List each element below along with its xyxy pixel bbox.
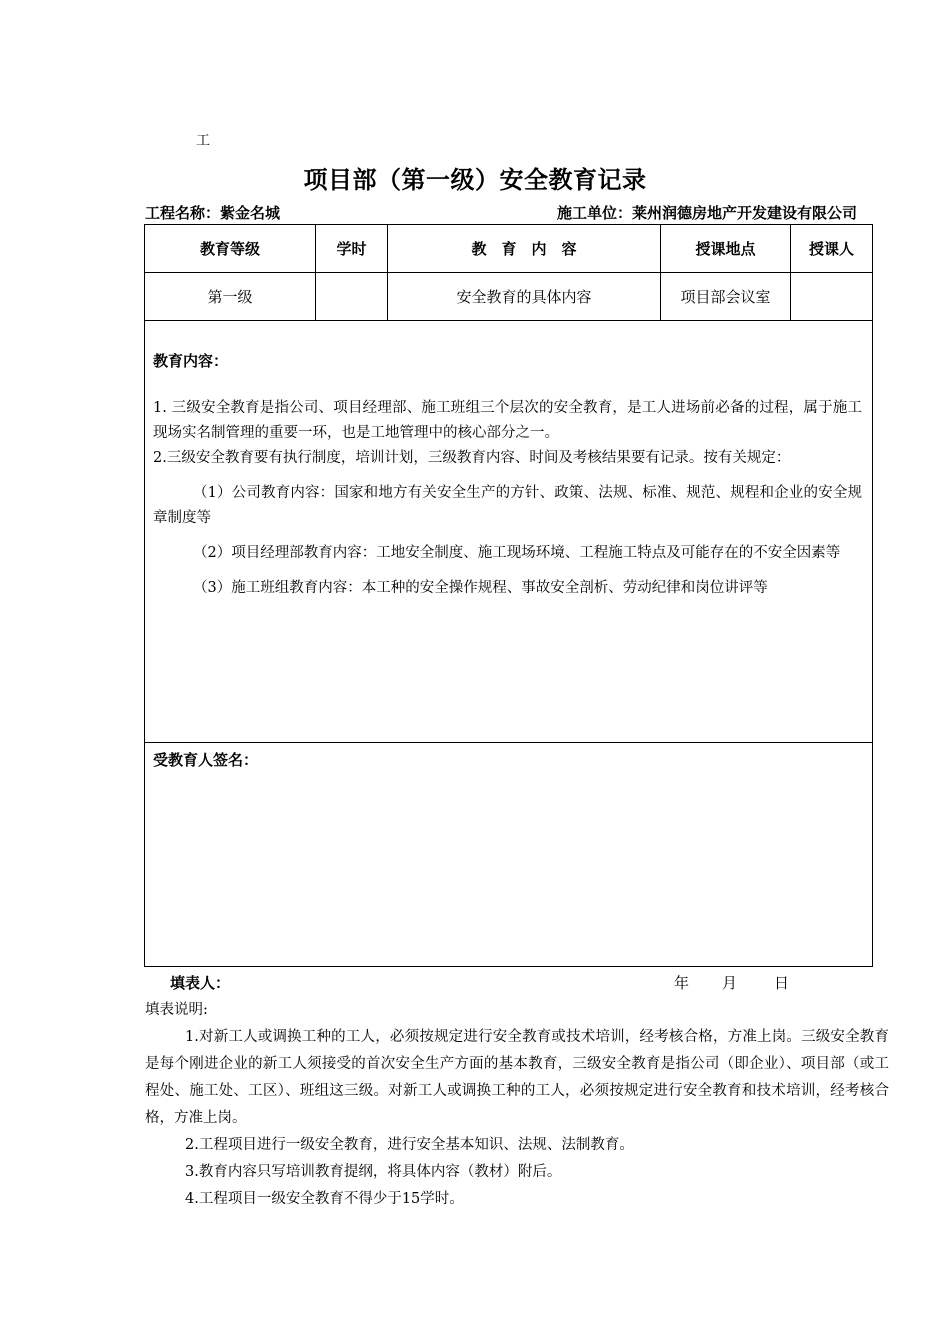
notes-heading: 填表说明: [145, 1002, 208, 1018]
signature-section[interactable] [145, 743, 873, 967]
filler-label: 填表人： [170, 974, 231, 992]
corner-mark: 工 [196, 133, 210, 149]
header-lecturer: 授课人 [791, 225, 873, 273]
note-4: 4.工程项目一级安全教育不得少于15学时。 [185, 1191, 464, 1207]
header-hours: 学时 [316, 225, 388, 273]
note-2: 2.工程项目进行一级安全教育，进行安全基本知识、法规、法制教育。 [185, 1137, 634, 1153]
content-sub-item-2: （2）项目经理部教育内容：工地安全制度、施工现场环境、工程施工特点及可能存在的不安全因素等 [193, 545, 841, 561]
project-name: 工程名称：紫金名城 [145, 204, 281, 222]
content-section-label: 教育内容： [153, 352, 229, 370]
content-paragraph-2: 2.三级安全教育要有执行制度，培训计划，三级教育内容、时间及考核结果要有记录。按有关规定： [153, 450, 791, 466]
cell-lecturer[interactable] [791, 273, 873, 321]
filler-row [170, 972, 800, 994]
content-sub-item-3: （3）施工班组教育内容：本工种的安全操作规程、事故安全剖析、劳动纪律和岗位讲评等 [193, 580, 768, 596]
content-sub-item-1: （1）公司教育内容：国家和地方有关安全生产的方针、政策、法规、标准、规范、规程和企业的安全规章制度等 [153, 485, 862, 526]
content-section [145, 321, 873, 743]
date-month-label: 月 [722, 974, 738, 992]
note-3: 3.教育内容只写培训教育提纲，将具体内容（教材）附后。 [185, 1164, 562, 1180]
note-1: 1.对新工人或调换工种的工人，必须按规定进行安全教育或技术培训，经考核合格，方准上岗。三级安全教育是每个刚进企业的新工人须接受的首次安全生产方面的基本教育，三级安全教育是指公司（即企业）、项目部（或工程处、施工处、工区）、班组这三级。对新工人或调换工种的工人，必须按规定进行安全教育和技术培训，经考核合格，方准上岗。 [145, 1029, 889, 1126]
header-content: 教 育 内 容 [388, 225, 661, 273]
meta-row [145, 202, 857, 224]
filling-notes [145, 997, 889, 1213]
cell-level: 第一级 [145, 273, 316, 321]
table-row [145, 273, 873, 321]
header-level: 教育等级 [145, 225, 316, 273]
table-header-row [145, 225, 873, 273]
education-record-table [144, 224, 873, 967]
cell-location: 项目部会议室 [661, 273, 791, 321]
date-year-label: 年 [674, 974, 690, 992]
date-day-label: 日 [774, 974, 790, 992]
cell-content: 安全教育的具体内容 [388, 273, 661, 321]
document-title: 项目部（第一级）安全教育记录 [303, 166, 647, 194]
header-location: 授课地点 [661, 225, 791, 273]
signature-label: 受教育人签名： [153, 751, 259, 769]
cell-hours[interactable] [316, 273, 388, 321]
content-section-row [145, 321, 873, 743]
contractor-name: 施工单位：莱州润德房地产开发建设有限公司 [556, 204, 857, 222]
signature-row [145, 743, 873, 967]
content-paragraph-1: 1. 三级安全教育是指公司、项目经理部、施工班组三个层次的安全教育，是工人进场前必备的过程，属于施工现场实名制管理的重要一环，也是工地管理中的核心部分之一。 [153, 400, 862, 441]
